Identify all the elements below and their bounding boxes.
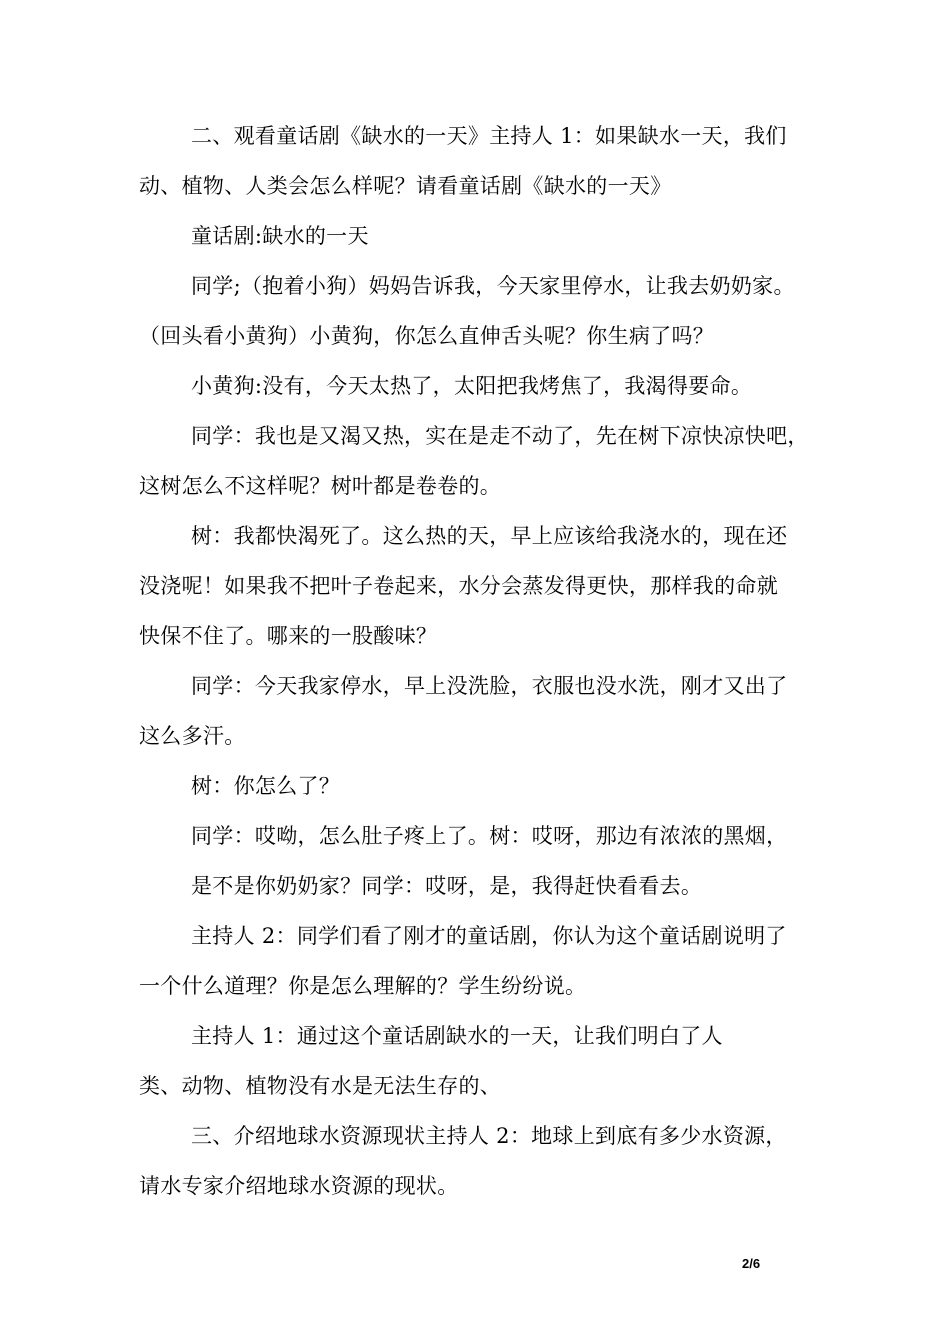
- text-line: 这么多汗。: [139, 724, 246, 748]
- text-line: 主持人 2：同学们看了刚才的童话剧，你认为这个童话剧说明了: [191, 924, 787, 948]
- text-line: 三、介绍地球水资源现状主持人 2：地球上到底有多少水资源，: [191, 1124, 787, 1148]
- text-line: 同学：哎呦，怎么肚子疼上了。树：哎呀，那边有浓浓的黑烟，: [191, 824, 788, 848]
- text-line: 一个什么道理？你是怎么理解的？学生纷纷说。: [139, 974, 587, 998]
- text-line: 树：我都快渴死了。这么热的天，早上应该给我浇水的，现在还: [191, 524, 788, 548]
- text-line: 童话剧:缺水的一天: [191, 224, 369, 248]
- page-number: 2/6: [742, 1256, 761, 1271]
- text-line: 小黄狗:没有，今天太热了，太阳把我烤焦了，我渴得要命。: [191, 374, 753, 398]
- text-line: 同学;（抱着小狗）妈妈告诉我，今天家里停水，让我去奶奶家。: [191, 274, 795, 298]
- text-line: 没浇呢！如果我不把叶子卷起来，水分会蒸发得更快，那样我的命就: [139, 574, 778, 598]
- text-line: 二、观看童话剧《缺水的一天》主持人 1：如果缺水一天，我们: [191, 124, 787, 148]
- text-line: 树：你怎么了？: [191, 774, 341, 798]
- text-line: 主持人 1：通过这个童话剧缺水的一天，让我们明白了人: [191, 1024, 723, 1048]
- text-line: 同学：我也是又渴又热，实在是走不动了，先在树下凉快凉快吧，: [191, 424, 809, 448]
- text-line: 这树怎么不这样呢？树叶都是卷卷的。: [139, 474, 502, 498]
- text-line: 快保不住了。哪来的一股酸味？: [139, 624, 438, 648]
- text-line: 是不是你奶奶家？同学：哎呀，是，我得赶快看看去。: [191, 874, 703, 898]
- text-line: 类、动物、植物没有水是无法生存的、: [139, 1074, 502, 1098]
- text-line: 动、植物、人类会怎么样呢？请看童话剧《缺水的一天》: [139, 174, 672, 198]
- text-line: 同学：今天我家停水，早上没洗脸，衣服也没水洗，刚才又出了: [191, 674, 788, 698]
- text-line: （回头看小黄狗）小黄狗，你怎么直伸舌头呢？你生病了吗？: [139, 324, 715, 348]
- text-line: 请水专家介绍地球水资源的现状。: [139, 1174, 459, 1198]
